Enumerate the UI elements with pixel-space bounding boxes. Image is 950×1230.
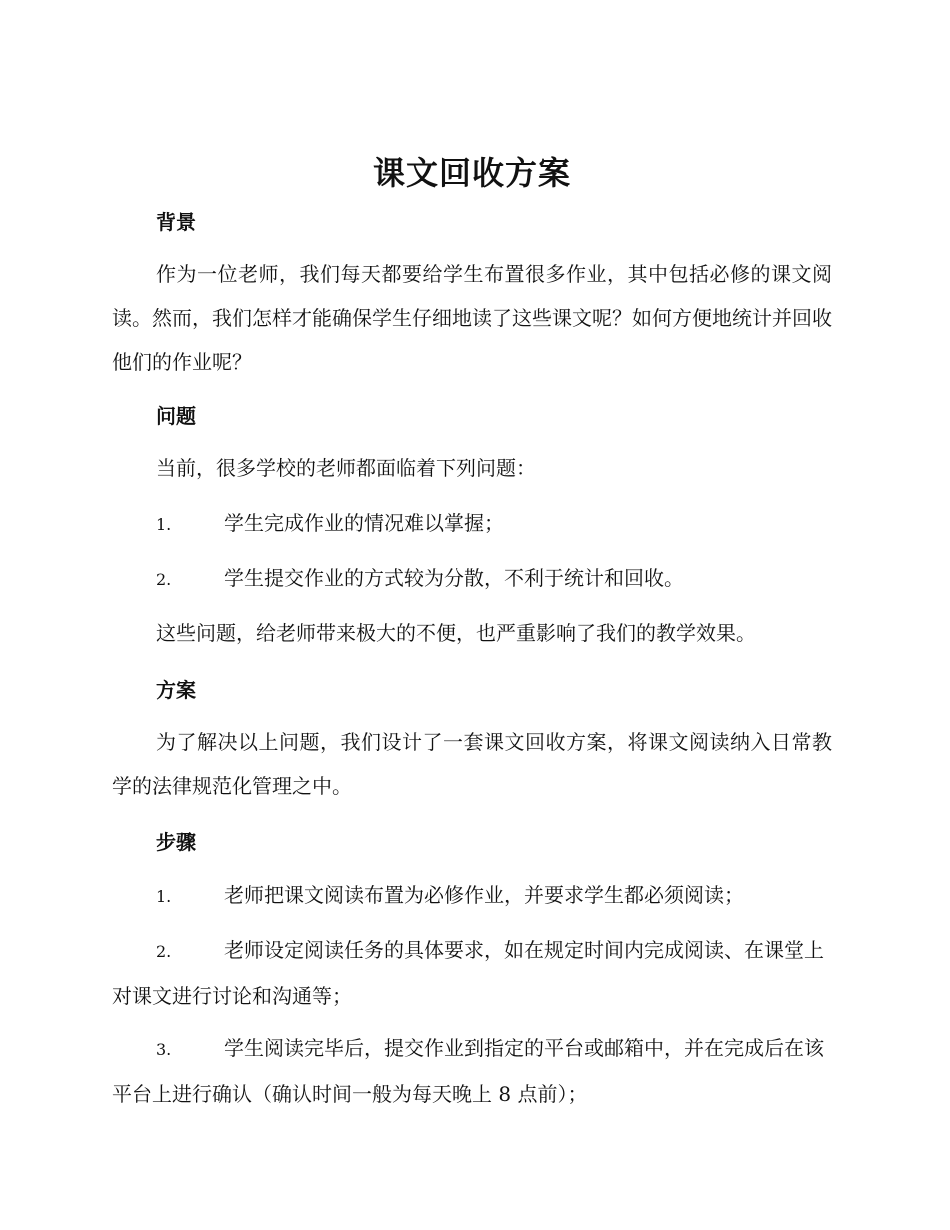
list-item-number: 1. [156, 515, 172, 534]
section-heading-plan: 方案 [156, 678, 196, 702]
list-item-text: 学生提交作业的方式较为分散，不利于统计和回收。 [224, 566, 684, 590]
list-item [112, 501, 832, 547]
list-item [112, 1026, 832, 1116]
section-heading-steps: 步骤 [156, 830, 196, 854]
plan-paragraph: 为了解决以上问题，我们设计了一套课文回收方案，将课文阅读纳入日常教学的法律规范化管理之中。 [112, 730, 832, 798]
section-heading-background: 背景 [156, 210, 196, 234]
list-item-number: 3. [156, 1040, 172, 1059]
list-item-number: 2. [156, 570, 172, 589]
list-item-number: 1. [156, 887, 172, 906]
list-item-text: 老师设定阅读任务的具体要求，如在规定时间内完成阅读、在课堂上对课文进行讨论和沟通等； [112, 938, 824, 1008]
list-item [112, 556, 832, 602]
background-paragraph: 作为一位老师，我们每天都要给学生布置很多作业，其中包括必修的课文阅读。然而，我们怎样才能确保学生仔细地读了这些课文呢？如何方便地统计并回收他们的作业呢？ [112, 262, 832, 374]
problem-conclusion: 这些问题，给老师带来极大的不便，也严重影响了我们的教学效果。 [156, 621, 756, 645]
list-item-text: 学生阅读完毕后，提交作业到指定的平台或邮箱中，并在完成后在该平台上进行确认（确认时间一般为每天晚上 8 点前）； [112, 1036, 824, 1106]
problem-intro: 当前，很多学校的老师都面临着下列问题： [156, 456, 536, 480]
list-item [112, 873, 832, 919]
list-item [112, 928, 832, 1018]
document-title: 课文回收方案 [372, 154, 571, 192]
list-item-number: 2. [156, 942, 172, 961]
section-heading-problem: 问题 [156, 404, 196, 428]
list-item-text: 学生完成作业的情况难以掌握； [224, 511, 504, 535]
list-item-text: 老师把课文阅读布置为必修作业，并要求学生都必须阅读； [224, 883, 744, 907]
